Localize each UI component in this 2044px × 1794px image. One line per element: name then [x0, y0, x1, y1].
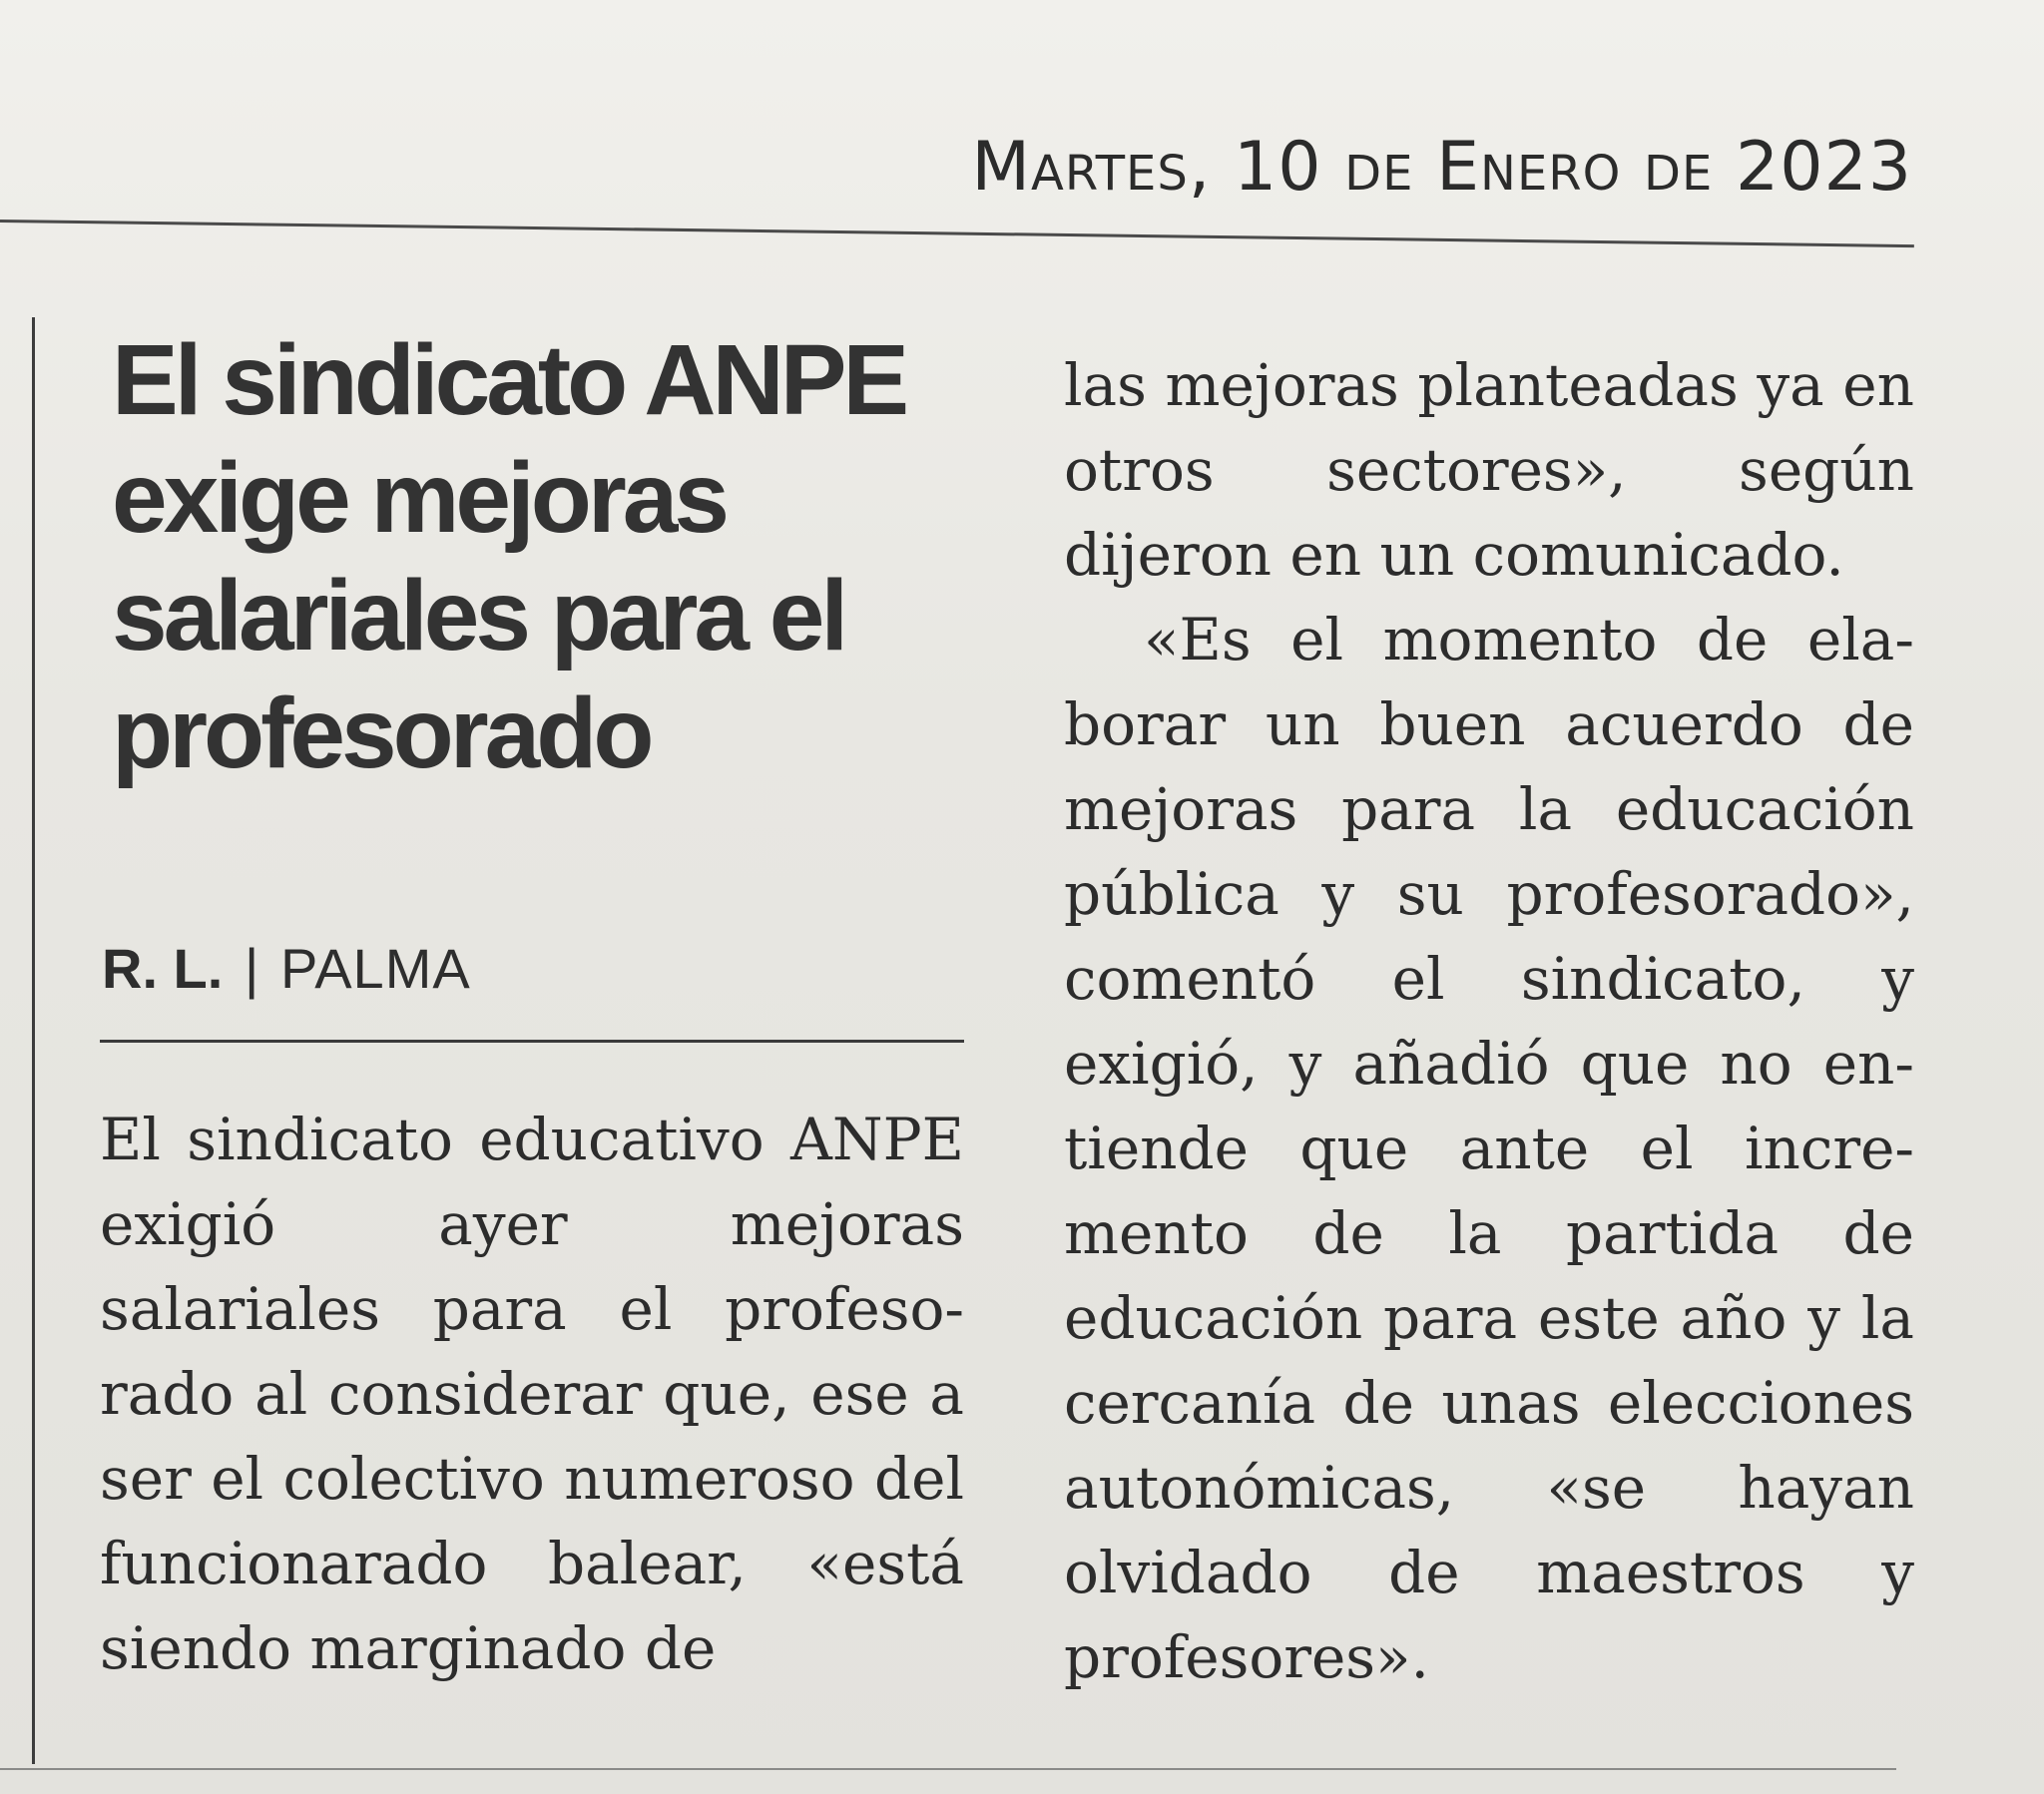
byline — [102, 936, 471, 1001]
byline-location: PALMA — [280, 937, 471, 1000]
article-column-left — [100, 1098, 964, 1691]
footer-rule — [0, 1768, 1896, 1770]
body-paragraph: las mejoras planteadas ya en otros sectores», según dijeron en un comunicado. — [1064, 351, 1914, 589]
column-rule-left — [32, 317, 35, 1764]
body-paragraph: «Es el momento de elaborar un buen acuerdo de mejoras para la educación pública y su profesorado», comentó el sindicato, y exigió, y añadió que no entiende que ante el incremento de la partida de educación para este año y la cercanía de unas elecciones autonómicas, «se hayan olvidado de maestros y profesores». — [1064, 606, 1914, 1691]
article-column-right — [1064, 343, 1914, 1700]
article-headline: El sindicato ANPE exige mejoras salariales para el profesorado — [112, 324, 906, 789]
byline-author: R. L. — [102, 937, 224, 1000]
page-date: Martes, 10 de Enero de 2023 — [971, 128, 1912, 207]
header-rule — [0, 220, 1914, 247]
byline-separator: | — [244, 937, 259, 1000]
byline-rule — [100, 1040, 964, 1043]
body-paragraph: El sindicato educativo ANPE exigió ayer mejoras salariales para el profesorado al considerar que, ese a ser el colectivo numeroso del funcionarado balear, «está siendo marginado de — [100, 1106, 964, 1682]
